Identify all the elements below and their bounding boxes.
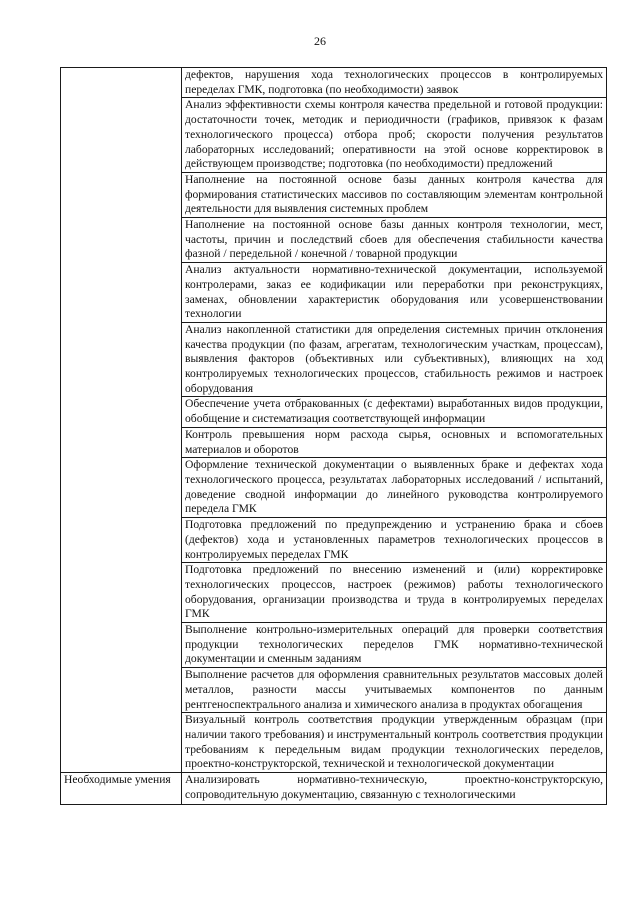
page-number: 26 bbox=[314, 34, 326, 48]
task-cell: Анализ эффективности схемы контроля качества предельной и готовой продукции: достаточности точек, методик и периодичности (графиков, привязок к фазам технологического процесса) отбора проб; скорости получения результатов лабораторных исследований; оперативности на этой основе корректировок в действующем производстве; подготовка (по необходимости) предложений bbox=[182, 98, 607, 173]
task-cell: Наполнение на постоянной основе базы данных контроля технологии, мест, частоты, причин и последствий сбоев для обеспечения стабильности качества фазной / передельной / конечной / товарной продукции bbox=[182, 218, 607, 263]
table-row bbox=[61, 68, 607, 98]
label-cell-empty bbox=[61, 68, 182, 773]
labor-functions-table bbox=[60, 67, 607, 805]
task-cell: Визуальный контроль соответствия продукции утвержденным образцам (при наличии такого требования) и инструментальный контроль соответствия продукции требованиям к передельным видам продукции технологических переделов, проектно-конструкторской, технической и технологической документации bbox=[182, 713, 607, 773]
table-row-skills bbox=[61, 773, 607, 805]
task-cell: Подготовка предложений по предупреждению и устранению брака и сбоев (дефектов) хода и установленных параметров технологических процессов в контролируемых переделах ГМК bbox=[182, 518, 607, 563]
task-cell: Подготовка предложений по внесению изменений и (или) корректировке технологических процессов, настроек (режимов) работы технологического оборудования, организации производства и труда в контролируемых переделах ГМК bbox=[182, 563, 607, 623]
task-cell: дефектов, нарушения хода технологических процессов в контролируемых переделах ГМК, подготовка (по необходимости) заявок bbox=[182, 68, 607, 98]
skills-label: Необходимые умения bbox=[61, 773, 182, 805]
task-cell: Выполнение контрольно-измерительных операций для проверки соответствия продукции технологических переделов ГМК нормативно-технической документации и сменным заданиям bbox=[182, 623, 607, 668]
task-cell: Выполнение расчетов для оформления сравнительных результатов массовых долей металлов, разности массы учитываемых компонентов по данным рентгеноспектрального анализа и химического анализа в продуктах обогащения bbox=[182, 668, 607, 713]
task-cell: Контроль превышения норм расхода сырья, основных и вспомогательных материалов и оборотов bbox=[182, 427, 607, 457]
task-cell: Анализ накопленной статистики для определения системных причин отклонения качества продукции (по фазам, агрегатам, технологическим участкам, процессам), выявления факторов (объективных или субъективных), влияющих на ход контролируемых технологических процессов, стабильность режимов и настроек оборудования bbox=[182, 322, 607, 397]
task-cell: Обеспечение учета отбракованных (с дефектами) выработанных видов продукции, обобщение и систематизация соответствующей информации bbox=[182, 397, 607, 427]
task-cell: Наполнение на постоянной основе базы данных контроля качества для формирования статистических массивов по составляющим элементам контрольной деятельности для выявления системных проблем bbox=[182, 172, 607, 217]
task-cell: Анализ актуальности нормативно-технической документации, используемой контролерами, заказ ее кодификации или переработки при реконструкциях, заменах, обновлении характеристик оборудования или усовершенствовании технологии bbox=[182, 263, 607, 323]
skills-cell: Анализировать нормативно-техническую, проектно-конструкторскую, сопроводительную документацию, связанную с технологическими bbox=[182, 773, 607, 805]
task-cell: Оформление технической документации о выявленных браке и дефектах хода технологического процесса, результатах лабораторных исследований / испытаний, доведение сводной информации до линейного руководства контролируемого передела ГМК bbox=[182, 458, 607, 518]
